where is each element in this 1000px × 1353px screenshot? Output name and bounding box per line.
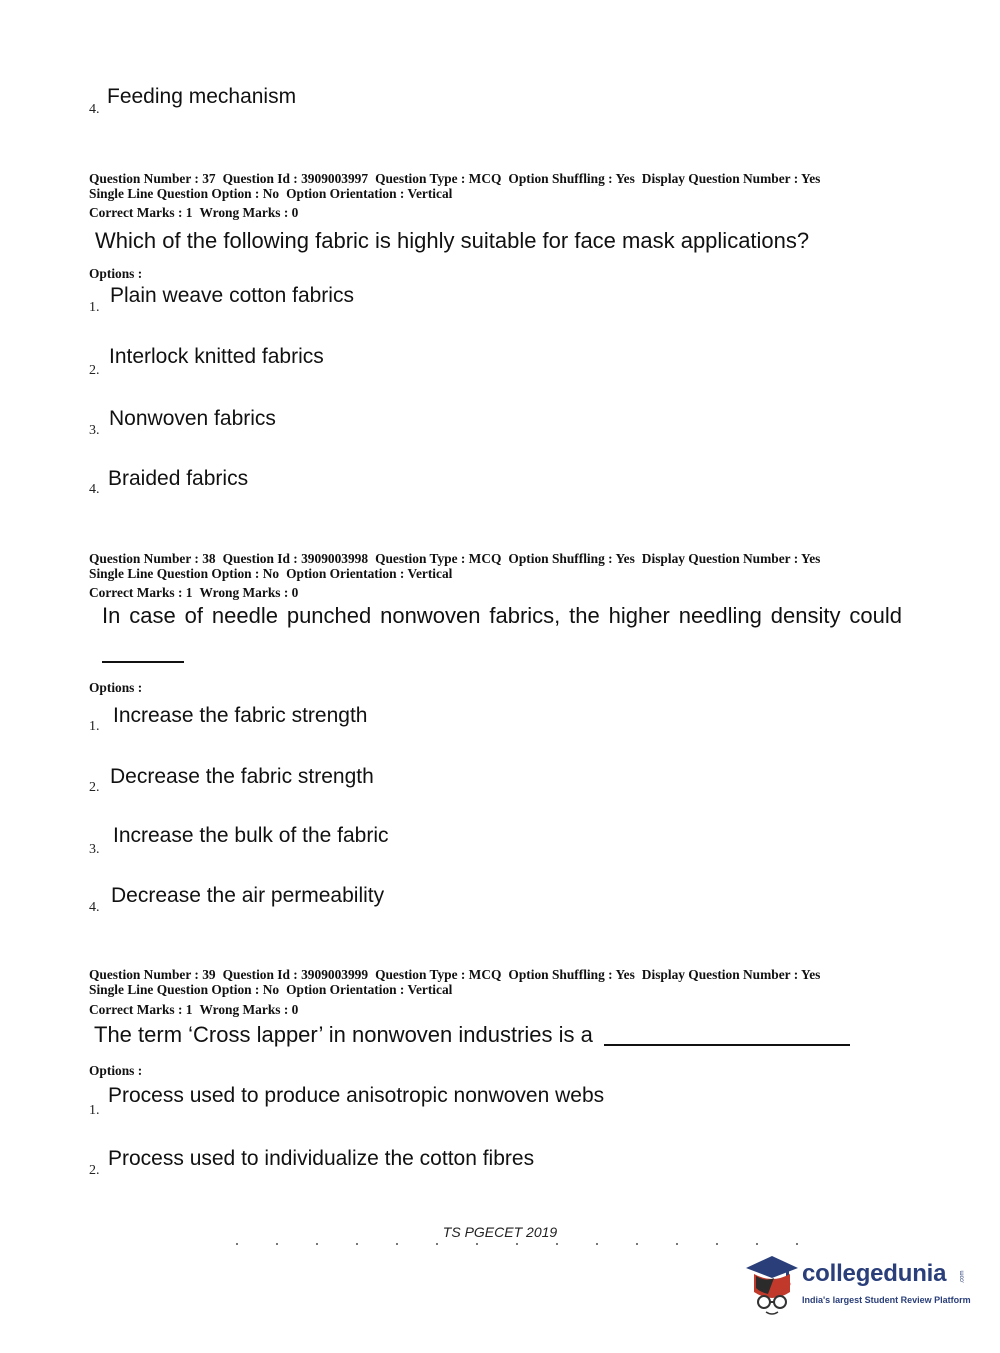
- question-text: The term ‘Cross lapper’ in nonwoven industries is a: [94, 1022, 593, 1047]
- option-shuffling: Option Shuffling : Yes: [508, 967, 635, 982]
- option-number: 3.: [89, 423, 100, 438]
- option-text: Decrease the air permeability: [111, 884, 385, 907]
- wrong-marks: Wrong Marks : 0: [199, 205, 299, 220]
- options-label: Options :: [89, 266, 143, 281]
- meta-line-2: [89, 566, 827, 581]
- option-text: Process used to individualize the cotton fibres: [108, 1147, 535, 1170]
- wrong-marks: Wrong Marks : 0: [199, 1002, 299, 1017]
- question-id: Question Id : 3909003998: [222, 551, 369, 566]
- option-number: 1.: [89, 300, 100, 315]
- meta-line-2: [89, 982, 827, 997]
- option-number: 2.: [89, 363, 100, 378]
- option-text: Feeding mechanism: [107, 85, 297, 108]
- option-number: 2.: [89, 780, 100, 795]
- single-line-option: Single Line Question Option : No: [89, 186, 280, 201]
- correct-marks: Correct Marks : 1: [89, 1002, 193, 1017]
- meta-line-1: [89, 551, 827, 566]
- marks-line: [89, 1002, 305, 1018]
- question-type: Question Type : MCQ: [375, 171, 502, 186]
- marks-line: [89, 585, 305, 601]
- logo-tagline: India's largest Student Review Platform: [802, 1295, 971, 1305]
- logo-domain: .com: [959, 1270, 966, 1284]
- display-question-number: Display Question Number : Yes: [641, 171, 821, 186]
- option-text: Braided fabrics: [108, 467, 249, 490]
- option-text: Decrease the fabric strength: [110, 765, 374, 788]
- option-number: 4.: [89, 900, 100, 915]
- option-orientation: Option Orientation : Vertical: [286, 566, 453, 581]
- meta-line-2: [89, 186, 827, 201]
- option-text: Plain weave cotton fabrics: [110, 284, 354, 307]
- option-number: 1.: [89, 719, 100, 734]
- correct-marks: Correct Marks : 1: [89, 205, 193, 220]
- question-type: Question Type : MCQ: [375, 967, 502, 982]
- meta-line-1: [89, 967, 827, 982]
- option-text: Increase the bulk of the fabric: [113, 824, 389, 847]
- question-type: Question Type : MCQ: [375, 551, 502, 566]
- question-meta: [89, 551, 827, 581]
- option-shuffling: Option Shuffling : Yes: [508, 551, 635, 566]
- options-label: Options :: [89, 680, 143, 695]
- question-id: Question Id : 3909003997: [222, 171, 369, 186]
- question-text: Which of the following fabric is highly suitable for face mask applications?: [95, 228, 810, 253]
- footer-divider: [236, 1243, 816, 1245]
- question-meta: [89, 967, 827, 997]
- question-id: Question Id : 3909003999: [222, 967, 369, 982]
- exam-footer: TS PGECET 2019: [442, 1224, 558, 1240]
- answer-blank: [604, 1044, 850, 1046]
- option-text: Nonwoven fabrics: [109, 407, 276, 430]
- question-text: In case of needle punched nonwoven fabrics, the higher needling density could: [102, 603, 902, 628]
- option-text: Interlock knitted fabrics: [109, 345, 324, 368]
- question-number: Question Number : 37: [89, 171, 216, 186]
- options-label: Options :: [89, 1063, 143, 1078]
- question-meta: [89, 171, 827, 201]
- option-number: 3.: [89, 842, 100, 857]
- correct-marks: Correct Marks : 1: [89, 585, 193, 600]
- option-number: 4.: [89, 102, 100, 117]
- single-line-option: Single Line Question Option : No: [89, 982, 280, 997]
- question-number: Question Number : 38: [89, 551, 216, 566]
- single-line-option: Single Line Question Option : No: [89, 566, 280, 581]
- question-number: Question Number : 39: [89, 967, 216, 982]
- option-shuffling: Option Shuffling : Yes: [508, 171, 635, 186]
- option-number: 4.: [89, 482, 100, 497]
- marks-line: [89, 205, 305, 221]
- display-question-number: Display Question Number : Yes: [641, 967, 821, 982]
- meta-line-1: [89, 171, 827, 186]
- option-number: 2.: [89, 1163, 100, 1178]
- answer-blank: [102, 661, 184, 663]
- option-number: 1.: [89, 1103, 100, 1118]
- option-orientation: Option Orientation : Vertical: [286, 186, 453, 201]
- wrong-marks: Wrong Marks : 0: [199, 585, 299, 600]
- graduate-mascot-icon: [742, 1248, 802, 1318]
- logo-wordmark: collegedunia: [802, 1260, 947, 1287]
- display-question-number: Display Question Number : Yes: [641, 551, 821, 566]
- option-orientation: Option Orientation : Vertical: [286, 982, 453, 997]
- option-text: Increase the fabric strength: [113, 704, 368, 727]
- collegedunia-logo: [742, 1248, 972, 1318]
- option-text: Process used to produce anisotropic nonwoven webs: [108, 1084, 605, 1107]
